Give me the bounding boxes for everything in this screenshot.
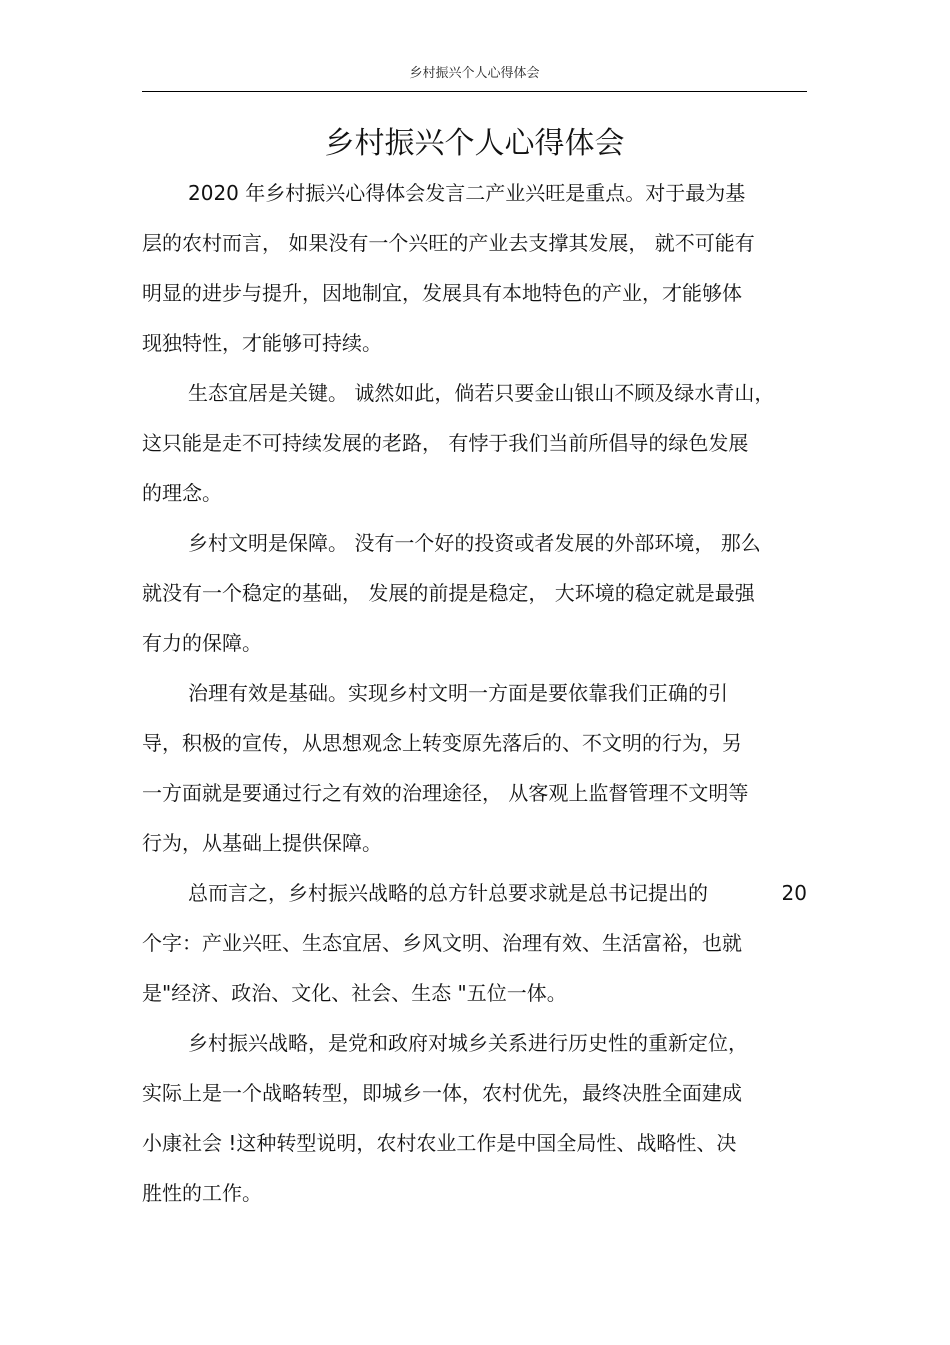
line-text: 总而言之，乡村振兴战略的总方针总要求就是总书记提出的 (188, 881, 708, 905)
paragraph-line: 就没有一个稳定的基础， 发展的前提是稳定， 大环境的稳定就是最强 (142, 581, 755, 605)
paragraph-line: 实际上是一个战略转型，即城乡一体，农村优先，最终决胜全面建成 (142, 1081, 742, 1105)
paragraph-line: 层的农村而言， 如果没有一个兴旺的产业去支撑其发展， 就不可能有 (142, 231, 755, 255)
header-rule (142, 91, 807, 92)
paragraph-line: 是"经济、政治、文化、社会、生态 "五位一体。 (142, 981, 567, 1005)
paragraph-line: 乡村文明是保障。 没有一个好的投资或者发展的外部环境， 那么 (188, 531, 761, 555)
paragraph-2 (142, 368, 807, 518)
paragraph-line: 乡村振兴战略，是党和政府对城乡关系进行历史性的重新定位， (188, 1031, 748, 1055)
paragraph-line: 行为，从基础上提供保障。 (142, 831, 382, 855)
paragraph-line: 小康社会 !这种转型说明，农村农业工作是中国全局性、战略性、决 (142, 1131, 737, 1155)
document-body (142, 168, 807, 1218)
paragraph-6 (142, 1018, 807, 1218)
paragraph-line: 有力的保障。 (142, 631, 262, 655)
paragraph-line: 治理有效是基础。实现乡村文明一方面是要依靠我们正确的引 (188, 681, 728, 705)
paragraph-line: 这只能是走不可持续发展的老路， 有悖于我们当前所倡导的绿色发展 (142, 431, 749, 455)
paragraph-3 (142, 518, 807, 668)
paragraph-line: 的理念。 (142, 481, 222, 505)
paragraph-1 (142, 168, 807, 368)
running-header: 乡村振兴个人心得体会 (409, 66, 540, 81)
paragraph-line: 一方面就是要通过行之有效的治理途径， 从客观上监督管理不文明等 (142, 781, 749, 805)
paragraph-line: 2020 年乡村振兴心得体会发言二产业兴旺是重点。对于最为基 (188, 181, 746, 205)
line-tail-number: 20 (781, 881, 807, 905)
paragraph-line: 个字：产业兴旺、生态宜居、乡风文明、治理有效、生活富裕，也就 (142, 931, 742, 955)
paragraph-line: 现独特性，才能够可持续。 (142, 331, 382, 355)
paragraph-line: 明显的进步与提升，因地制宜，发展具有本地特色的产业，才能够体 (142, 281, 742, 305)
paragraph-4 (142, 668, 807, 868)
paragraph-5 (142, 868, 807, 1018)
paragraph-line: 胜性的工作。 (142, 1181, 262, 1205)
paragraph-line (142, 868, 807, 918)
paragraph-line: 生态宜居是关键。 诚然如此，倘若只要金山银山不顾及绿水青山， (188, 381, 775, 405)
paragraph-line: 导，积极的宣传，从思想观念上转变原先落后的、不文明的行为，另 (142, 731, 742, 755)
document-title: 乡村振兴个人心得体会 (324, 126, 625, 161)
